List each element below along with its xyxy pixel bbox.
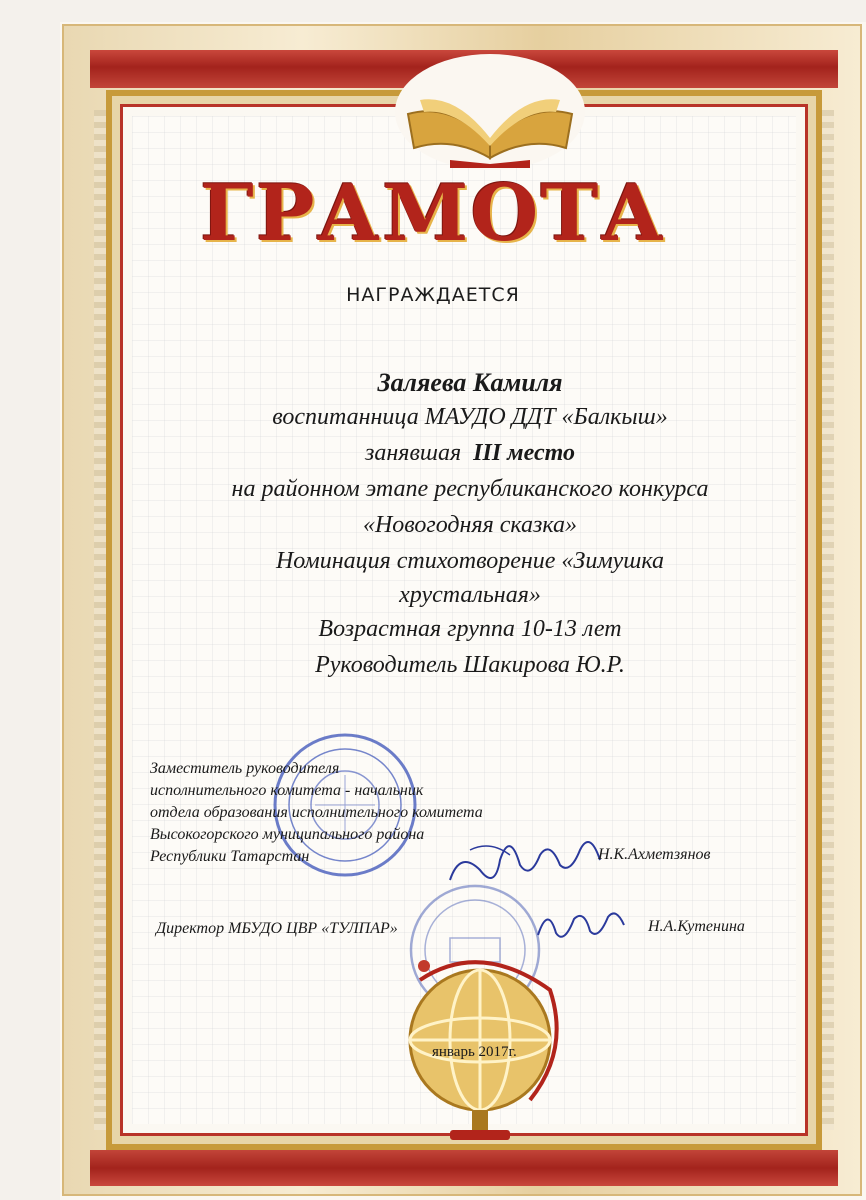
leader-line: Руководитель Шакирова Ю.Р. (315, 652, 625, 678)
certificate-title: ГРАМОТА (200, 168, 666, 259)
awarded-label: НАГРАЖДАЕТСЯ (346, 284, 520, 306)
pupil-line: воспитанница МАУДО ДДТ «Балкыш» (272, 404, 668, 430)
contest-name: «Новогодняя сказка» (362, 512, 578, 538)
nomination-line-1: Номинация стихотворение «Зимушка (275, 548, 665, 574)
bottom-red-band (90, 1150, 838, 1186)
official-title-line: отдела образования исполнительного комитета (150, 804, 483, 821)
director-name: Н.А.Кутенина (648, 918, 745, 935)
age-group: Возрастная группа 10-13 лет (318, 616, 622, 642)
official-signature-icon (440, 810, 610, 900)
place-prefix: занявшая (365, 440, 462, 466)
director-signature-icon (530, 895, 630, 955)
place-value: III место (473, 440, 575, 466)
official-title-line: Республики Татарстан (150, 848, 310, 865)
place-line (150, 440, 790, 467)
nomination-line-2: хрустальная» (399, 582, 541, 608)
issue-date: январь 2017г. (432, 1044, 517, 1060)
official-title-line: Заместитель руководителя (150, 760, 340, 777)
stage-line: на районном этапе республиканского конкурса (231, 476, 709, 502)
official-title-line: Высокогорского муниципального района (150, 826, 425, 843)
director-title: Директор МБУДО ЦВР «ТУЛПАР» (156, 920, 398, 937)
open-book-icon (390, 42, 590, 172)
recipient-name: Заляева Камиля (377, 368, 563, 397)
official-title-line: исполнительного комитета - начальник (150, 782, 424, 799)
official-name: Н.К.Ахметзянов (598, 846, 711, 863)
